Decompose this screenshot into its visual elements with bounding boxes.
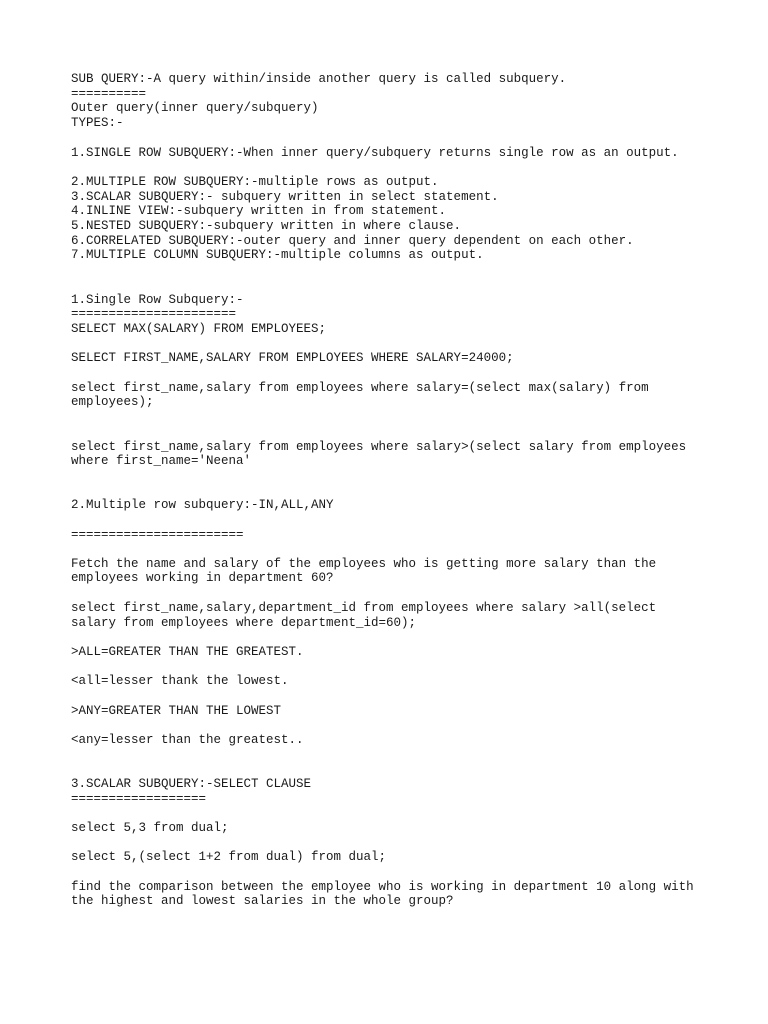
text-line: >ANY=GREATER THAN THE LOWEST: [71, 704, 282, 718]
text-line: Fetch the name and salary of the employees who is getting more salary than the: [71, 557, 657, 571]
sql-line: SELECT FIRST_NAME,SALARY FROM EMPLOYEES WHERE SALARY=24000;: [71, 351, 514, 365]
list-item: 7.MULTIPLE COLUMN SUBQUERY:-multiple columns as output.: [71, 248, 484, 262]
sql-line: where first_name='Neena': [71, 454, 252, 468]
doc-title-line: SUB QUERY:-A query within/inside another query is called subquery.: [71, 72, 567, 86]
section-heading: 1.Single Row Subquery:-: [71, 293, 244, 307]
list-item: 3.SCALAR SUBQUERY:- subquery written in select statement.: [71, 190, 499, 204]
text-line: find the comparison between the employee who is working in department 10 along with: [71, 880, 694, 894]
sql-line: select first_name,salary from employees where salary=(select max(salary) from: [71, 381, 649, 395]
section-heading: 3.SCALAR SUBQUERY:-SELECT CLAUSE: [71, 777, 312, 791]
text-line: <any=lesser than the greatest..: [71, 733, 304, 747]
sql-line: select first_name,salary from employees where salary>(select salary from employees: [71, 440, 687, 454]
list-item: 4.INLINE VIEW:-subquery written in from statement.: [71, 204, 447, 218]
sql-line: salary from employees where department_id=60);: [71, 616, 417, 630]
section-underline: =======================: [71, 528, 244, 542]
text-line: >ALL=GREATER THAN THE GREATEST.: [71, 645, 304, 659]
section-heading: 2.Multiple row subquery:-IN,ALL,ANY: [71, 498, 334, 512]
list-item: 1.SINGLE ROW SUBQUERY:-When inner query/subquery returns single row as an output.: [71, 146, 679, 160]
sql-line: select 5,3 from dual;: [71, 821, 229, 835]
sql-line: select 5,(select 1+2 from dual) from dual;: [71, 850, 387, 864]
section-underline: ==================: [71, 792, 207, 806]
text-line: the highest and lowest salaries in the whole group?: [71, 894, 454, 908]
sql-line: select first_name,salary,department_id from employees where salary >all(select: [71, 601, 657, 615]
text-line: <all=lesser thank the lowest.: [71, 674, 289, 688]
sql-line: employees);: [71, 395, 154, 409]
title-underline: ==========: [71, 87, 147, 101]
list-item: 5.NESTED SUBQUERY:-subquery written in where clause.: [71, 219, 462, 233]
section-underline: ======================: [71, 307, 237, 321]
list-item: 2.MULTIPLE ROW SUBQUERY:-multiple rows as output.: [71, 175, 439, 189]
sql-line: SELECT MAX(SALARY) FROM EMPLOYEES;: [71, 322, 327, 336]
types-heading: TYPES:-: [71, 116, 124, 130]
list-item: 6.CORRELATED SUBQUERY:-outer query and inner query dependent on each other.: [71, 234, 634, 248]
text-line: employees working in department 60?: [71, 571, 334, 585]
text-line: Outer query(inner query/subquery): [71, 101, 319, 115]
